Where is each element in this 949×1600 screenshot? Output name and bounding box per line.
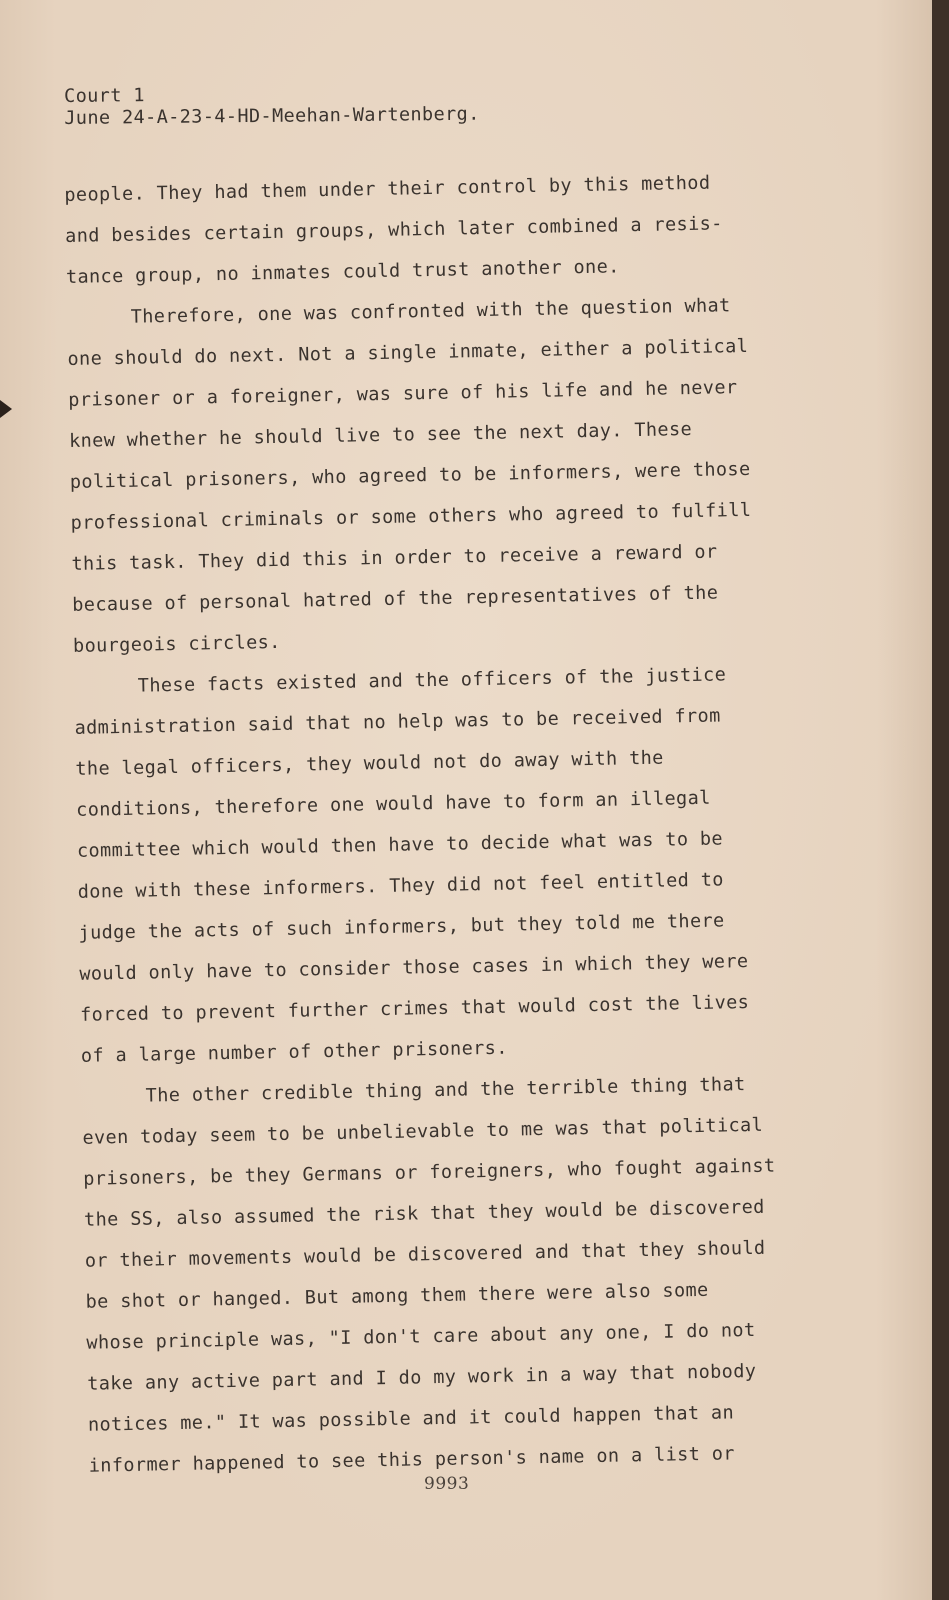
body-line: even today seem to be unbelievable to me was that political xyxy=(82,1114,764,1149)
body-line: would only have to consider those cases in which they were xyxy=(79,951,749,985)
body-line: the legal officers, they would not do away with the xyxy=(75,747,664,780)
body-line: take any active part and I do my work in a way that nobody xyxy=(87,1360,757,1395)
body-line: the SS, also assumed the risk that they would be discovered xyxy=(83,1196,765,1231)
body-line: informer happened to see this person's name on a list or xyxy=(88,1443,736,1477)
body-line: notices me." It was possible and it could happen that an xyxy=(87,1402,735,1436)
body-line: or their movements would be discovered and that they should xyxy=(84,1237,766,1272)
binding-mark xyxy=(0,400,12,418)
body-line: bourgeois circles. xyxy=(72,631,281,657)
body-line: tance group, no inmates could trust another one. xyxy=(65,256,620,288)
body-line: forced to prevent further crimes that would cost the lives xyxy=(79,992,750,1026)
body-line: knew whether he should live to see the next day. These xyxy=(68,418,693,452)
body-line: judge the acts of such informers, but they told me there xyxy=(78,910,725,944)
body-line: this task. They did this in order to receive a reward or xyxy=(71,541,718,575)
body-line: committee which would then have to decide what was to be xyxy=(76,828,724,862)
body-line: and besides certain groups, which later combined a resis- xyxy=(64,213,723,247)
body-line: conditions, therefore one would have to form an illegal xyxy=(75,787,711,821)
body-line: people. They had them under their control by this method xyxy=(64,172,711,206)
body-line: administration said that no help was to be received from xyxy=(74,705,721,739)
paragraph-start-line: These facts existed and the officers of the justice xyxy=(137,664,727,697)
paragraph-start-line: Therefore, one was confronted with the question what xyxy=(130,295,731,328)
body-line: done with these informers. They did not feel entitled to xyxy=(77,869,724,903)
body-line: be shot or hanged. But among them there were also some xyxy=(85,1279,709,1313)
body-line: because of personal hatred of the representatives of the xyxy=(72,582,719,616)
page-number: 9993 xyxy=(424,1474,470,1494)
body-line: prisoners, be they Germans or foreigners, who fought against xyxy=(83,1155,776,1190)
scan-edge xyxy=(932,0,949,1600)
body-line: professional criminals or some others who agreed to fulfill xyxy=(70,499,752,534)
header-court: Court 1 xyxy=(64,85,145,107)
document-body xyxy=(64,162,781,1487)
body-line: whose principle was, "I don't care about any one, I do not xyxy=(86,1319,756,1354)
paragraph-start-line: The other credible thing and the terrible thing that xyxy=(145,1074,746,1107)
body-line: of a large number of other prisoners. xyxy=(80,1037,508,1067)
header-reference: June 24-A-23-4-HD-Meehan-Wartenberg. xyxy=(64,103,480,129)
body-line: prisoner or a foreigner, was sure of his life and he never xyxy=(68,377,738,411)
body-line: political prisoners, who agreed to be informers, were those xyxy=(69,458,751,493)
document-header xyxy=(64,82,480,130)
body-line: one should do next. Not a single inmate, either a political xyxy=(67,335,749,370)
